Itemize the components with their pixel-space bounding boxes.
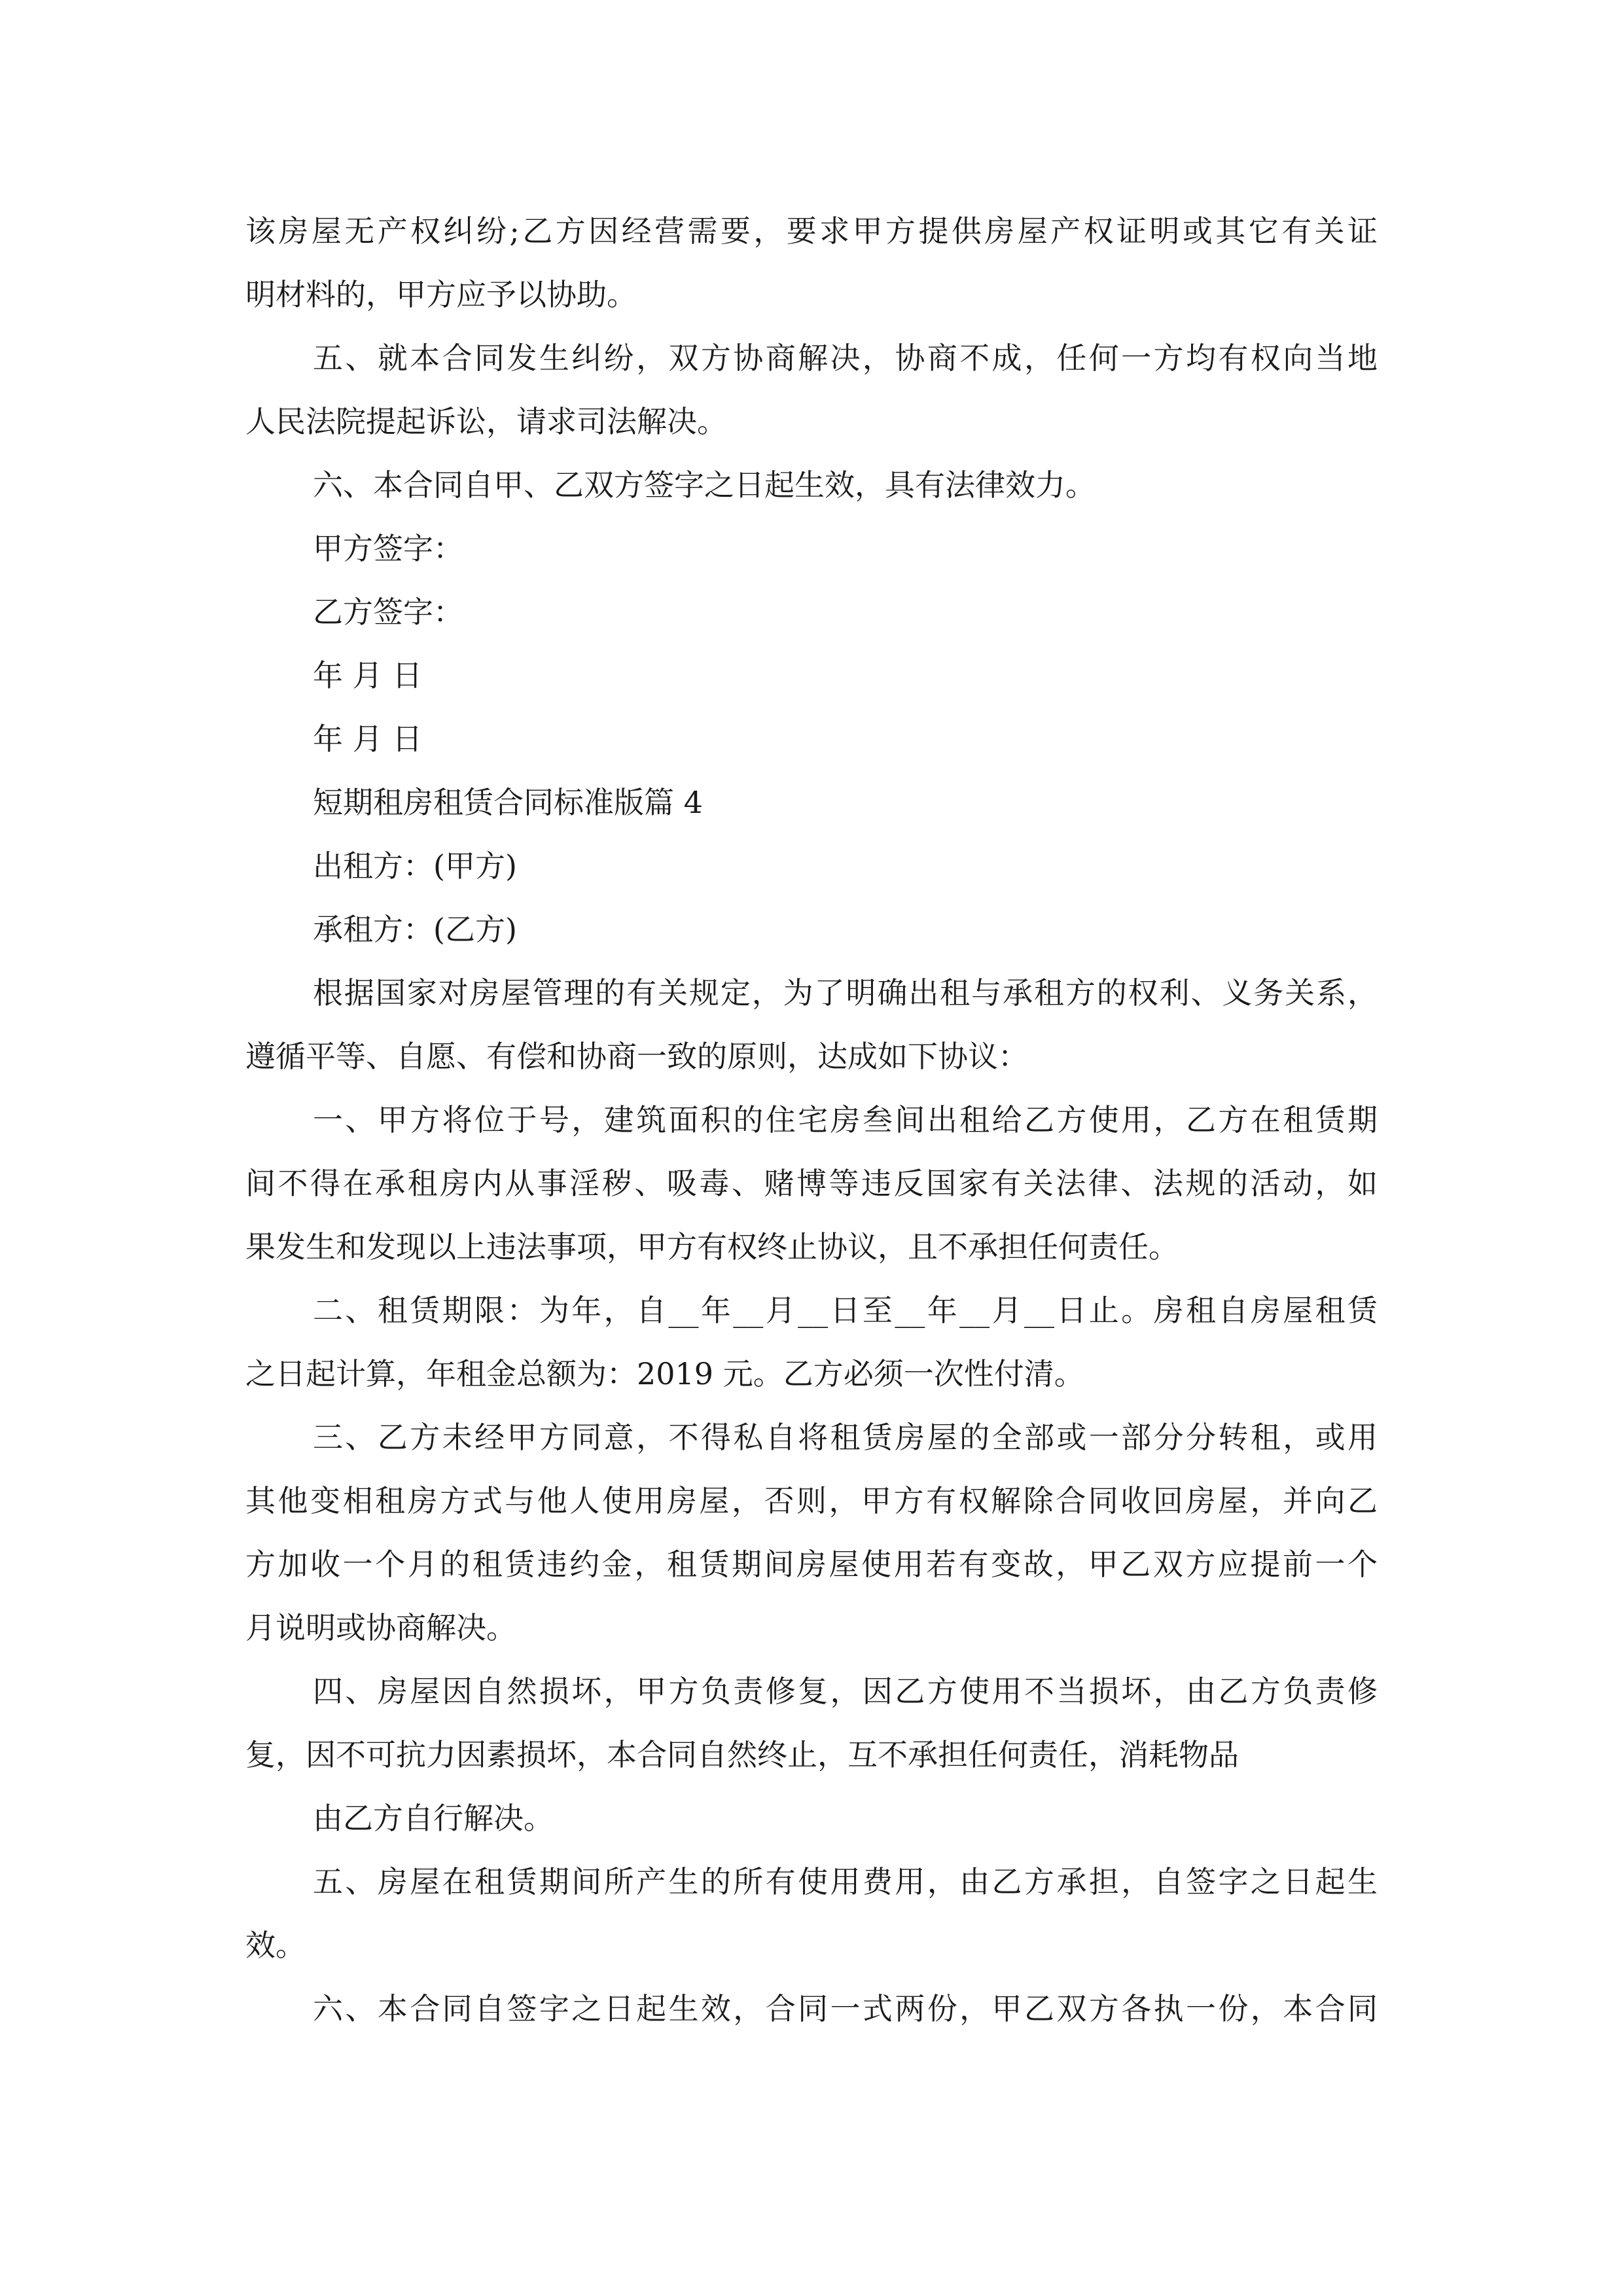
lessee-line: 承租方：(乙方) xyxy=(313,912,517,947)
paragraph-line: 之日起计算，年租金总额为：2019 元。乙方必须一次性付清。 xyxy=(245,1356,1084,1391)
paragraph-line: 其他变相租房方式与他人使用房屋，否则，甲方有权解除合同收回房屋，并向乙 xyxy=(245,1483,1378,1518)
paragraph-line: 人民法院提起诉讼，请求司法解决。 xyxy=(245,404,727,439)
paragraph-line: 三、乙方未经甲方同意，不得私自将租赁房屋的全部或一部分分转租，或用 xyxy=(313,1420,1378,1455)
paragraph-line: 一、甲方将位于号，建筑面积的住宅房叁间出租给乙方使用，乙方在租赁期 xyxy=(313,1102,1378,1138)
paragraph-line: 由乙方自行解决。 xyxy=(313,1801,554,1836)
section-title: 短期租房租赁合同标准版篇 4 xyxy=(313,785,703,820)
paragraph-line: 明材料的，甲方应予以协助。 xyxy=(245,277,637,312)
signature-label-party-a: 甲方签字： xyxy=(313,531,463,566)
paragraph-line: 复，因不可抗力因素损坏，本合同自然终止，互不承担任何责任，消耗物品 xyxy=(245,1737,1239,1772)
paragraph-line: 六、本合同自签字之日起生效，合同一式两份，甲乙双方各执一份，本合同 xyxy=(313,1991,1378,2026)
paragraph-line: 五、就本合同发生纠纷，双方协商解决，协商不成，任何一方均有权向当地 xyxy=(313,340,1378,376)
paragraph-line: 二、租赁期限：为年，自__年__月__日至__年__月__日止。房租自房屋租赁 xyxy=(313,1293,1378,1328)
paragraph-line: 根据国家对房屋管理的有关规定，为了明确出租与承租方的权利、义务关系， xyxy=(313,975,1378,1011)
lessor-line: 出租方：(甲方) xyxy=(313,848,517,884)
paragraph-line: 间不得在承租房内从事淫秽、吸毒、赌博等违反国家有关法律、法规的活动，如 xyxy=(245,1166,1378,1201)
document-body xyxy=(245,200,1378,2041)
paragraph-line: 果发生和发现以上违法事项，甲方有权终止协议，且不承担任何责任。 xyxy=(245,1229,1179,1265)
paragraph-line: 方加收一个月的租赁违约金，租赁期间房屋使用若有变故，甲乙双方应提前一个 xyxy=(245,1547,1378,1582)
paragraph-line: 该房屋无产权纠纷;乙方因经营需要，要求甲方提供房屋产权证明或其它有关证 xyxy=(245,213,1378,249)
paragraph-line: 效。 xyxy=(245,1928,306,1963)
date-line: 年 月 日 xyxy=(313,721,423,757)
paragraph-line: 六、本合同自甲、乙双方签字之日起生效，具有法律效力。 xyxy=(313,467,1096,503)
signature-label-party-b: 乙方签字： xyxy=(313,594,463,630)
paragraph-line: 遵循平等、自愿、有偿和协商一致的原则，达成如下协议： xyxy=(245,1039,1028,1074)
date-line: 年 月 日 xyxy=(313,658,423,693)
paragraph-line: 月说明或协商解决。 xyxy=(245,1610,516,1645)
paragraph-line: 四、房屋因自然损坏，甲方负责修复，因乙方使用不当损坏，由乙方负责修 xyxy=(313,1674,1378,1709)
paragraph-line: 五、房屋在租赁期间所产生的所有使用费用，由乙方承担，自签字之日起生 xyxy=(313,1864,1378,1899)
